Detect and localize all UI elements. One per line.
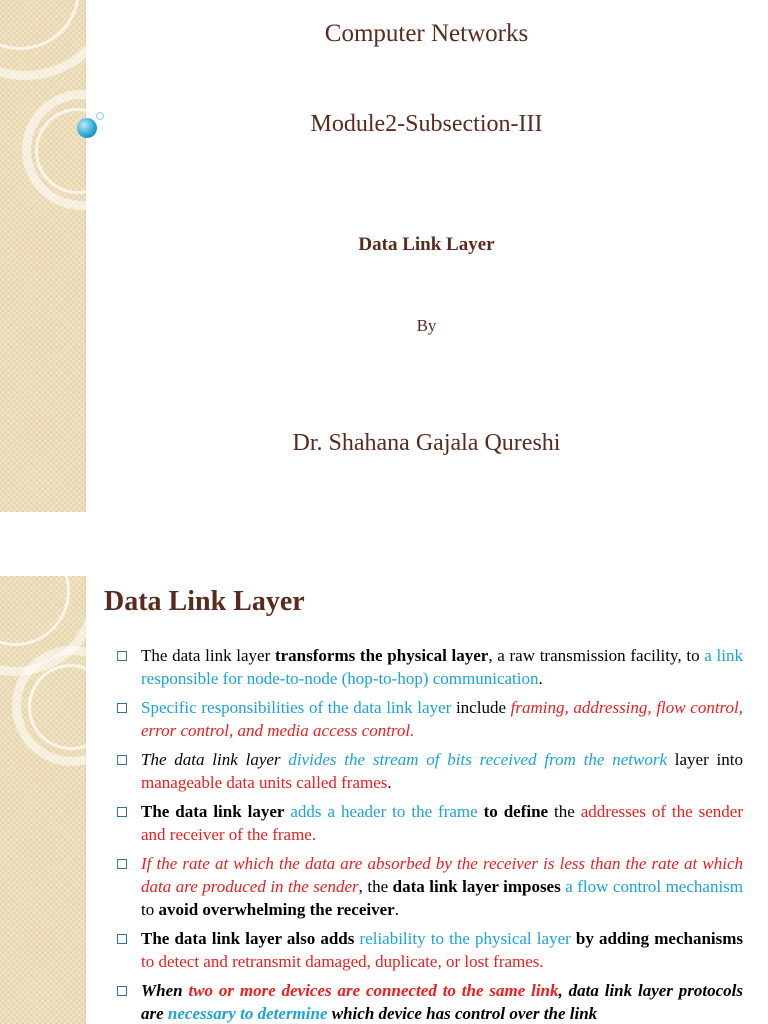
list-item [116,748,743,794]
list-item [116,979,743,1024]
text-run: layer into [667,750,744,769]
bullet-list [116,644,743,1024]
text-run: reliability to the physical layer [359,929,571,948]
text-run: If the rate at which the data are absorbed by the receiver is less than the rate at which data are produced in the sender [141,854,743,896]
text-run: avoid overwhelming the receiver [158,900,395,919]
text-run: . [387,773,392,792]
list-item [116,696,743,742]
text-run: to define [483,802,549,821]
square-bullet-icon [117,986,127,996]
text-run: which device has control over the link [327,1004,598,1023]
text-run: . [394,900,399,919]
text-run: addresses of the sender and receiver of the frame. [141,802,743,844]
square-bullet-icon [117,755,127,765]
text-run: adds a header to the frame [290,802,478,821]
text-run: The data link layer [141,646,275,665]
text-run: The data link layer [141,802,285,821]
square-bullet-icon [117,651,127,661]
text-run: , the [358,877,393,896]
square-bullet-icon [117,934,127,944]
text-run: by adding mechanisms [575,929,744,948]
text-run: , a raw transmission facility, to [488,646,705,665]
text-run: , data link layer protocols are [141,981,744,1023]
text-run: to [141,900,159,919]
text-run: a flow control mechanism [565,877,744,896]
text-run: When [141,981,183,1000]
list-item [116,644,743,690]
slide-title: Data Link Layer [104,586,305,617]
list-item [116,800,743,846]
text-run: The data link layer also adds [141,929,355,948]
square-bullet-icon [117,807,127,817]
slide-gap [0,512,768,576]
text-run: Specific responsibilities of the data link layer [141,698,452,717]
text-run: manageable data units called frames [141,773,388,792]
by-label: By [416,316,437,335]
subject-title: Data Link Layer [358,234,495,255]
author-name: Dr. Shahana Gajala Qureshi [292,430,561,456]
text-run: to detect and retransmit damaged, duplicate, or lost frames. [141,952,544,971]
decorative-ring [28,664,114,750]
text-run: divides the stream of bits received from the network [288,750,667,769]
text-run: transforms the physical layer [274,646,489,665]
content-slide [0,576,768,1024]
square-bullet-icon [117,703,127,713]
text-run: two or more devices are connected to the same link [188,981,559,1000]
square-bullet-icon [117,859,127,869]
decorative-side-strip [0,0,86,512]
text-run: The data link layer [141,750,281,769]
text-run: data link layer imposes [392,877,561,896]
course-title: Computer Networks [324,20,529,47]
module-title: Module2-Subsection-III [310,111,543,137]
text-run: a link responsible for node-to-node (hop-to-hop) communication [141,646,743,688]
text-run: include [451,698,511,717]
decorative-side-strip [0,576,86,1024]
text-run: necessary to determine [167,1004,328,1023]
list-item [116,927,743,973]
text-run: . [538,669,543,688]
text-run: the [548,802,581,821]
text-run: framing, addressing, flow control, error control, and media access control. [141,698,743,740]
list-item [116,852,743,921]
